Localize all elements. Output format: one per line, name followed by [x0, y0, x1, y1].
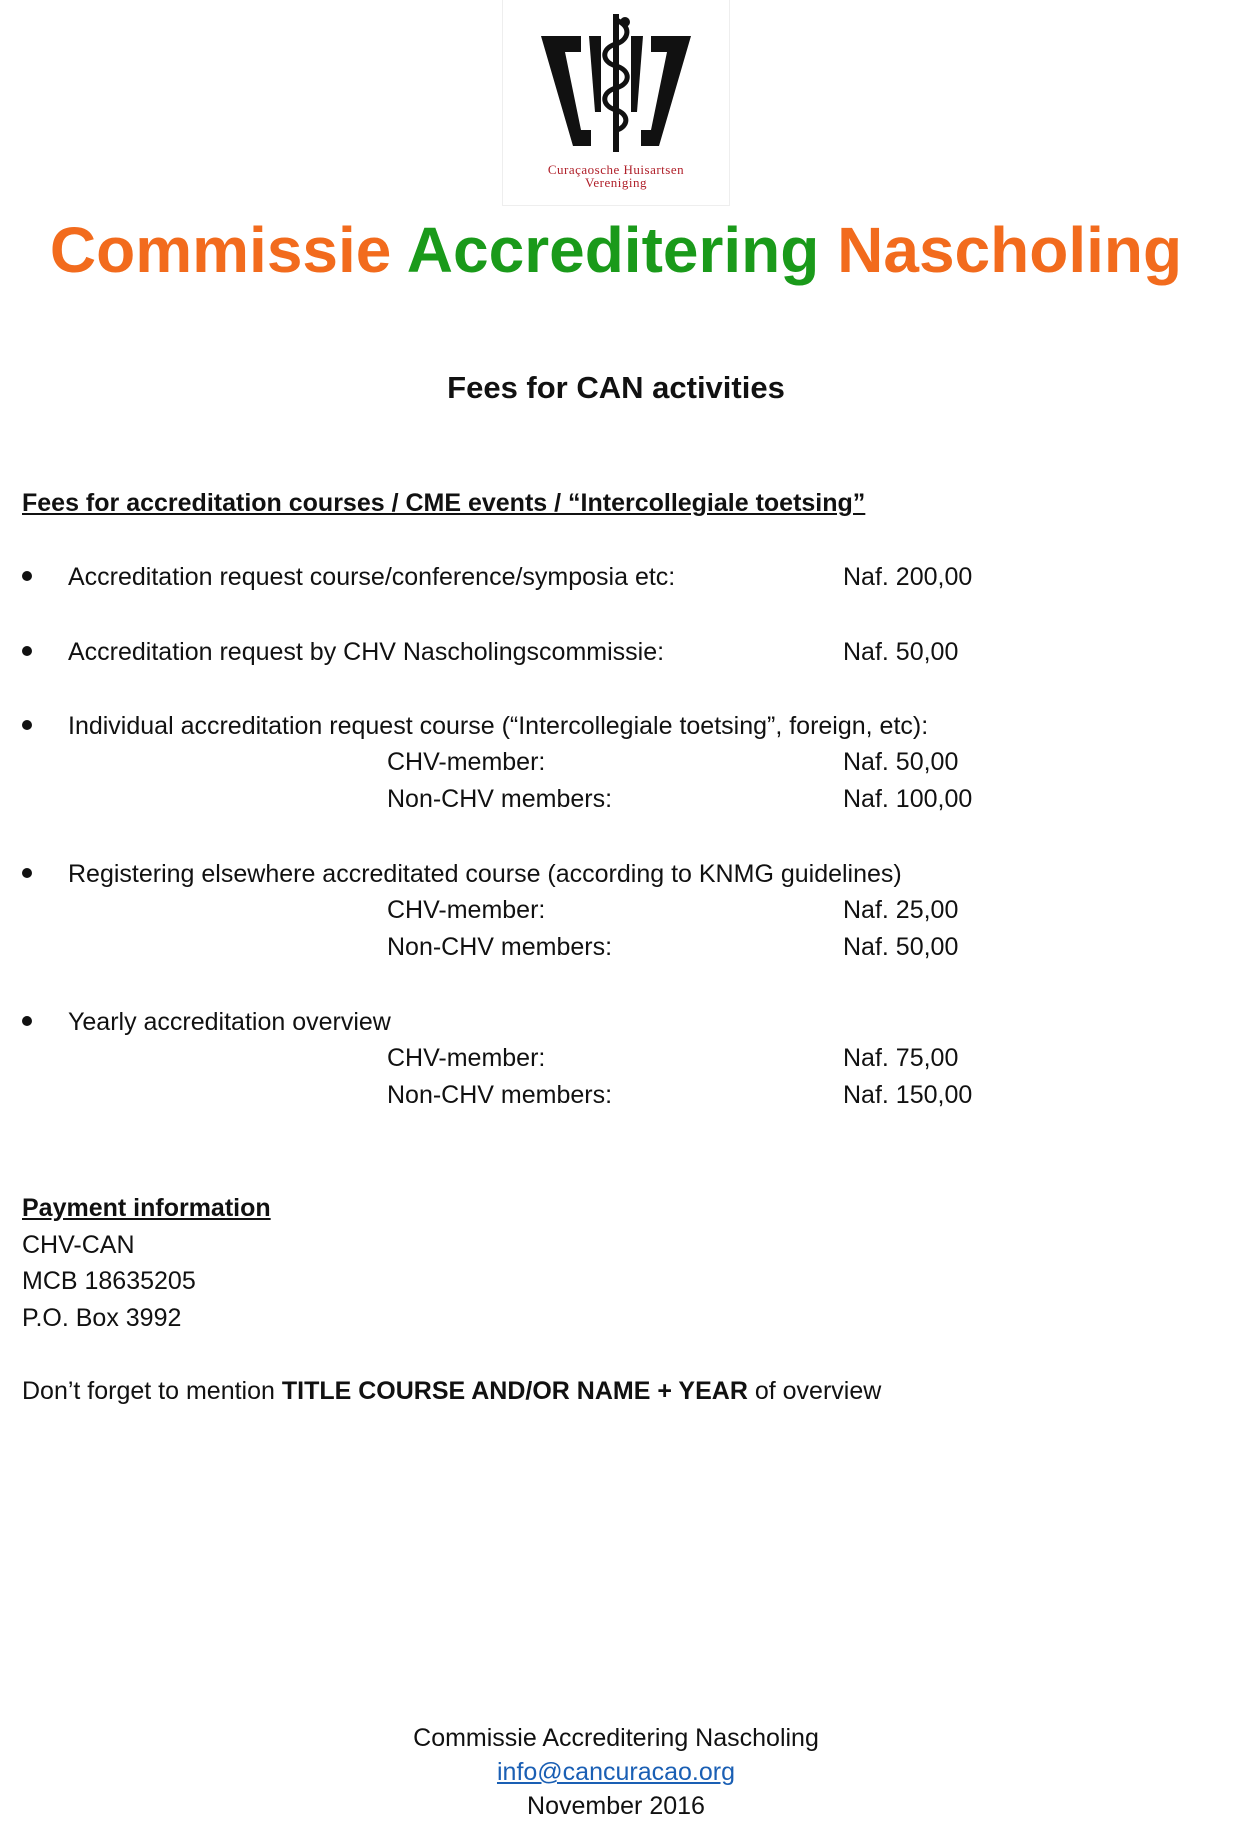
fee-item-2-amount: Naf. 50,00 — [843, 638, 959, 666]
payment-note — [22, 1375, 881, 1407]
footer-org: Commissie Accreditering Nascholing — [413, 1724, 819, 1752]
fee-item-3-member-amount: Naf. 50,00 — [843, 748, 959, 776]
fee-item-3-member-label: CHV-member: — [387, 748, 546, 776]
bullet-icon — [22, 571, 32, 581]
payment-heading: Payment information — [22, 1194, 271, 1222]
footer-email-link[interactable]: info@cancuracao.org — [496, 1758, 735, 1786]
payment-note-bold: TITLE COURSE AND/OR NAME + YEAR — [281, 1377, 748, 1405]
payment-line-1: CHV-CAN — [22, 1231, 135, 1259]
fee-item-4-label: Registering elsewhere accreditated course (according to KNMG guidelines) — [68, 860, 902, 888]
page-subtitle: Fees for CAN activities — [447, 370, 785, 405]
fee-item-5-member-amount: Naf. 75,00 — [843, 1044, 959, 1072]
fee-item-4-nonmember-label: Non-CHV members: — [387, 933, 613, 961]
fee-item-4-member-amount: Naf. 25,00 — [843, 896, 959, 924]
caduceus-logo-icon — [537, 12, 695, 160]
fee-item-3-label: Individual accreditation request course (“Intercollegiale toetsing”, foreign, etc): — [68, 712, 929, 740]
payment-note-suffix: of overview — [747, 1377, 882, 1405]
fee-item-5-label: Yearly accreditation overview — [68, 1008, 391, 1036]
fee-item-3-nonmember-amount: Naf. 100,00 — [843, 785, 973, 813]
bullet-icon — [22, 646, 32, 656]
fee-item-4-nonmember-amount: Naf. 50,00 — [843, 933, 959, 961]
fee-item-2-label: Accreditation request by CHV Nascholingscommissie: — [68, 638, 665, 666]
chv-logo — [502, 0, 730, 206]
main-title — [0, 212, 1232, 288]
fee-item-4-member-label: CHV-member: — [387, 896, 546, 924]
payment-note-prefix: Don’t forget to mention — [22, 1377, 282, 1405]
fee-item-1-amount: Naf. 200,00 — [843, 563, 973, 591]
bullet-icon — [22, 868, 32, 878]
title-word-1: Commissie — [49, 214, 392, 286]
payment-line-2: MCB 18635205 — [22, 1267, 196, 1295]
logo-line-1: Curaçaosche Huisartsen — [547, 162, 685, 177]
bullet-icon — [22, 720, 32, 730]
bullet-icon — [22, 1016, 32, 1026]
fee-item-5-nonmember-amount: Naf. 150,00 — [843, 1081, 973, 1109]
logo-line-2: Vereniging — [584, 175, 648, 190]
fee-item-3-nonmember-label: Non-CHV members: — [387, 785, 613, 813]
title-word-3: Nascholing — [837, 214, 1183, 286]
title-word-2: Accreditering — [406, 214, 820, 286]
fee-item-5-nonmember-label: Non-CHV members: — [387, 1081, 613, 1109]
payment-line-3: P.O. Box 3992 — [22, 1304, 182, 1332]
fees-heading: Fees for accreditation courses / CME events / “Intercollegiale toetsing” — [22, 489, 866, 517]
fee-item-5-member-label: CHV-member: — [387, 1044, 546, 1072]
fee-item-1-label: Accreditation request course/conference/symposia etc: — [68, 563, 676, 591]
footer-email-row — [0, 1756, 1232, 1788]
footer-date: November 2016 — [527, 1792, 705, 1820]
